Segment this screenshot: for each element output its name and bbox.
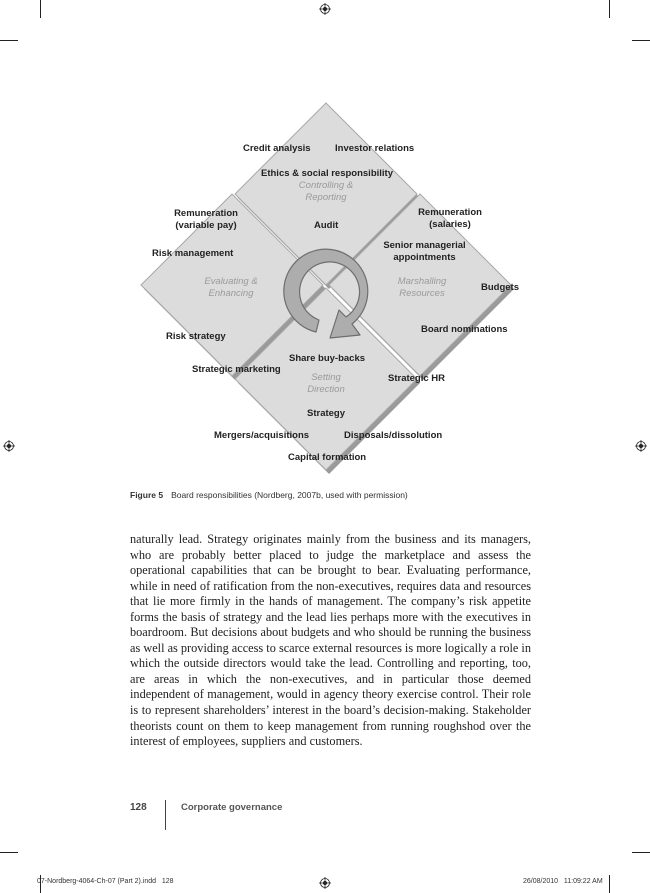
body-paragraph: naturally lead. Strategy originates mainly from the business and its managers, who are probably better placed to judge the marketplace and assess the operational capabilities that can be brought to bear. Evaluating performance, while in need of ratification from the non-executives, requires data and resources that lie more firmly in the hands of management. The company’s risk appetite forms the basis of strategy and the lead lies perhaps more with the executives in boardroom. But decisions about budgets and who should be running the business as well as providing access to scarce external resources is more logically a role in which the outside directors would take the lead. Controlling and reporting, too, are areas in which the non-executives, and in particular those deemed independent of management, would in agency theory exercise control. Their role is to represent shareholders’ interest in the board’s decision-making. Stakeholder theorists count on them to keep management from running roughshod over the interest of employees, suppliers and customers.: [130, 532, 531, 749]
caption-label: Figure 5: [130, 490, 164, 500]
label-strategic-marketing: Strategic marketing: [192, 364, 281, 375]
label-capital-formation: Capital formation: [288, 452, 367, 463]
crop-mark: [609, 875, 610, 893]
registration-mark-icon: [635, 440, 647, 452]
label-board-nominations: Board nominations: [421, 324, 508, 335]
label-strategy: Strategy: [307, 408, 346, 419]
page-number: 128: [130, 802, 147, 813]
label-strategic-hr: Strategic HR: [388, 373, 446, 384]
label-investor-relations: Investor relations: [335, 143, 415, 154]
slug-file-name: 07-Nordberg-4064-Ch-07 (Part 2).indd 128: [37, 878, 174, 885]
registration-mark-icon: [319, 877, 331, 889]
crop-mark: [632, 852, 650, 853]
footer-divider: [165, 800, 166, 830]
label-disposals: Disposals/dissolution: [344, 430, 443, 441]
label-risk-strategy: Risk strategy: [166, 331, 226, 342]
figure-caption: [130, 490, 408, 500]
label-audit: Audit: [314, 220, 339, 231]
crop-mark: [609, 0, 610, 18]
label-remuneration-salaries: Remuneration (salaries): [418, 207, 482, 230]
quadrant-label-setting: Setting Direction: [307, 372, 345, 395]
running-head: Corporate governance: [181, 802, 283, 813]
label-budgets: Budgets: [481, 282, 519, 293]
crop-mark: [40, 0, 41, 18]
crop-mark: [632, 40, 650, 41]
quadrant-label-controlling: Controlling & Reporting: [298, 180, 354, 203]
registration-mark-icon: [319, 3, 331, 15]
board-responsibilities-figure: [120, 95, 540, 475]
label-remuneration-variable: Remuneration (variable pay): [174, 208, 238, 231]
label-share-buybacks: Share buy-backs: [289, 353, 366, 364]
label-risk-management: Risk management: [152, 248, 234, 259]
caption-text: Board responsibilities (Nordberg, 2007b, used with permission): [171, 490, 408, 500]
label-senior-appointments: Senior managerial appointments: [383, 240, 466, 263]
quadrant-label-evaluating: Evaluating & Enhancing: [204, 276, 258, 299]
label-credit-analysis: Credit analysis: [243, 143, 311, 154]
crop-mark: [0, 40, 18, 41]
label-mergers: Mergers/acquisitions: [214, 430, 310, 441]
quadrant-label-marshalling: Marshalling Resources: [397, 276, 447, 299]
label-ethics: Ethics & social responsibility: [261, 168, 393, 179]
slug-timestamp: 26/08/2010 11:09:22 AM: [523, 878, 603, 885]
crop-mark: [0, 852, 18, 853]
registration-mark-icon: [3, 440, 15, 452]
